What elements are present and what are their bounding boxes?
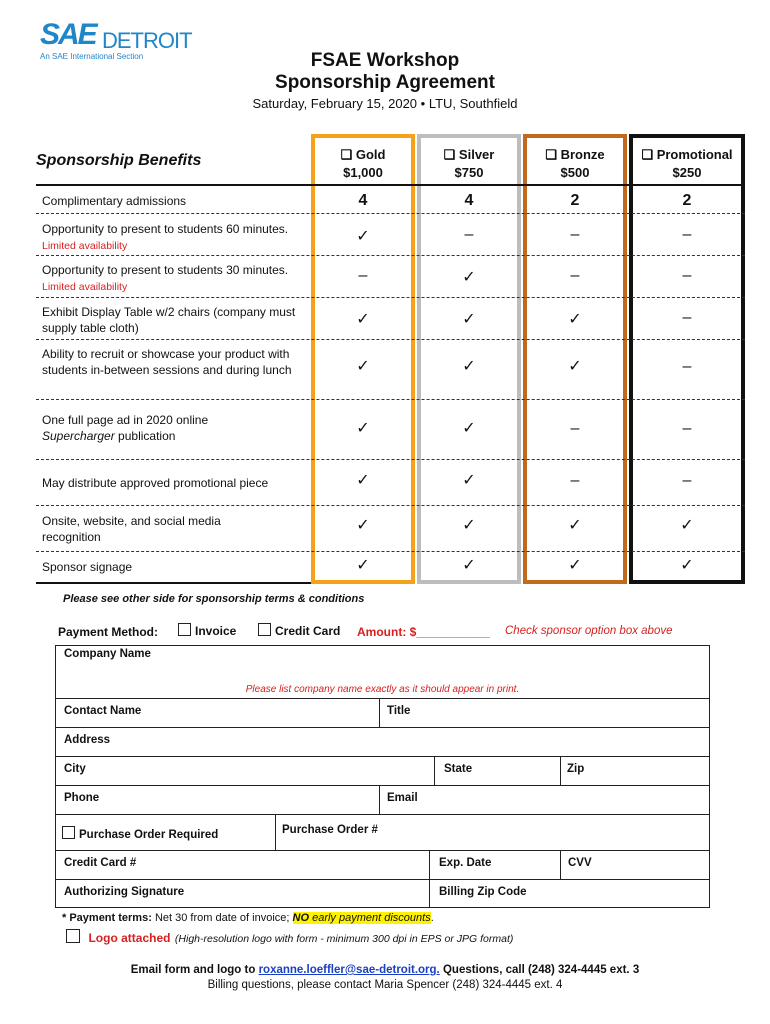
row-divider bbox=[36, 297, 745, 298]
benefit-row-label: Complimentary admissions bbox=[42, 194, 187, 208]
benefit-row-label: Ability to recruit or showcase your product with students in-between sessions and during lunch bbox=[42, 347, 292, 377]
row-7-promotional: ✓ bbox=[680, 517, 694, 534]
row-divider bbox=[36, 255, 745, 256]
po-required-option[interactable] bbox=[62, 826, 218, 841]
benefit-row-label bbox=[42, 262, 302, 295]
row-7-bronze: ✓ bbox=[568, 517, 582, 534]
row-divider bbox=[36, 339, 745, 340]
tier-bronze[interactable] bbox=[523, 146, 627, 182]
title-field[interactable]: Title bbox=[387, 705, 411, 717]
phone-field[interactable]: Phone bbox=[64, 792, 100, 804]
footer-email-prefix: Email form and logo to bbox=[130, 964, 256, 976]
invoice-option[interactable] bbox=[178, 623, 236, 638]
row-divider bbox=[36, 459, 745, 460]
row-4-bronze: ✓ bbox=[568, 358, 582, 375]
benefit-text: Opportunity to present to students 60 minutes. bbox=[42, 222, 289, 236]
row-divider bbox=[36, 213, 745, 214]
zip-field[interactable]: Zip bbox=[567, 763, 585, 775]
form-line bbox=[560, 756, 561, 785]
cvv-field[interactable]: CVV bbox=[568, 857, 592, 869]
row-3-promotional: – bbox=[682, 309, 692, 326]
row-4-gold: ✓ bbox=[356, 358, 370, 375]
row-0-silver: 4 bbox=[464, 192, 474, 209]
benefit-row-label: May distribute approved promotional piece bbox=[42, 476, 269, 490]
form-line bbox=[55, 727, 710, 728]
no-discount-highlight bbox=[293, 912, 431, 924]
credit-card-number-field[interactable]: Credit Card # bbox=[64, 857, 137, 869]
signature-field[interactable]: Authorizing Signature bbox=[64, 886, 185, 898]
footer-email-link[interactable]: roxanne.loeffler@sae-detroit.org. bbox=[258, 964, 440, 976]
terms-note: Please see other side for sponsorship terms & conditions bbox=[63, 593, 365, 605]
row-5-silver: ✓ bbox=[462, 420, 476, 437]
header-rule bbox=[36, 184, 745, 186]
row-divider bbox=[36, 505, 745, 506]
row-8-silver: ✓ bbox=[462, 557, 476, 574]
row-1-bronze: – bbox=[570, 226, 580, 243]
form-line bbox=[379, 785, 380, 814]
row-4-promotional: – bbox=[682, 358, 692, 375]
row-0-promotional: 2 bbox=[682, 192, 692, 209]
logo-subtitle: An SAE International Section bbox=[40, 52, 144, 61]
row-6-bronze: – bbox=[570, 472, 580, 489]
check-sponsor-note: Check sponsor option box above bbox=[505, 625, 673, 637]
limited-note: Limited availability bbox=[42, 281, 128, 293]
tier-bronze-price: $500 bbox=[560, 165, 590, 180]
sae-logo-mark: SAE bbox=[40, 18, 96, 51]
row-2-silver: ✓ bbox=[462, 269, 476, 286]
benefit-row-label: Sponsor signage bbox=[42, 560, 133, 574]
form-line bbox=[560, 850, 561, 879]
tier-bronze-name: ❏ Bronze bbox=[545, 147, 605, 162]
form-line bbox=[55, 850, 710, 851]
amount-field[interactable]: Amount: $___________ bbox=[357, 625, 490, 639]
benefit-text: Opportunity to present to students 30 minutes. bbox=[42, 263, 289, 277]
tier-gold[interactable] bbox=[311, 146, 415, 182]
row-divider bbox=[36, 551, 745, 552]
footer-questions: Questions, call (248) 324-4445 ext. 3 bbox=[442, 964, 640, 976]
city-field[interactable]: City bbox=[64, 763, 86, 775]
row-8-gold: ✓ bbox=[356, 557, 370, 574]
row-3-gold: ✓ bbox=[356, 311, 370, 328]
credit-card-option[interactable] bbox=[258, 623, 340, 638]
row-1-promotional: – bbox=[682, 226, 692, 243]
company-name-hint: Please list company name exactly as it should appear in print. bbox=[245, 684, 520, 695]
page-title-line1: FSAE Workshop bbox=[310, 50, 460, 71]
form-line bbox=[55, 785, 710, 786]
row-2-bronze: – bbox=[570, 267, 580, 284]
row-5-promotional: – bbox=[682, 420, 692, 437]
state-field[interactable]: State bbox=[444, 763, 473, 775]
form-line bbox=[379, 698, 380, 727]
tier-promotional[interactable] bbox=[629, 146, 745, 182]
row-divider bbox=[36, 399, 745, 400]
row-3-silver: ✓ bbox=[462, 311, 476, 328]
payment-terms-text: Net 30 from date of invoice; bbox=[154, 912, 290, 924]
detroit-logo-word: DETROIT bbox=[102, 28, 192, 53]
row-7-gold: ✓ bbox=[356, 517, 370, 534]
credit-card-label: Credit Card bbox=[275, 624, 341, 638]
po-required-label: Purchase Order Required bbox=[79, 829, 219, 841]
row-2-gold: – bbox=[358, 267, 368, 284]
row-0-gold: 4 bbox=[358, 192, 368, 209]
row-8-bronze: ✓ bbox=[568, 557, 582, 574]
tier-gold-price: $1,000 bbox=[343, 165, 383, 180]
row-6-silver: ✓ bbox=[462, 472, 476, 489]
form-line bbox=[429, 850, 430, 908]
logo-attached-note: (High-resolution logo with form - minimum 300 dpi in EPS or JPG format) bbox=[174, 933, 514, 945]
tier-silver[interactable] bbox=[417, 146, 521, 182]
row-4-silver: ✓ bbox=[462, 358, 476, 375]
form-line bbox=[55, 879, 710, 880]
po-number-field[interactable]: Purchase Order # bbox=[282, 824, 378, 836]
tier-silver-name: ❏ Silver bbox=[443, 147, 495, 162]
invoice-checkbox[interactable] bbox=[178, 623, 191, 636]
row-1-silver: – bbox=[464, 226, 474, 243]
tier-silver-price: $750 bbox=[454, 165, 484, 180]
po-required-checkbox[interactable] bbox=[62, 826, 75, 839]
footer-contact bbox=[0, 964, 770, 976]
publication-name: Supercharger bbox=[42, 429, 115, 443]
row-3-bronze: ✓ bbox=[568, 311, 582, 328]
limited-note: Limited availability bbox=[42, 240, 128, 252]
invoice-label: Invoice bbox=[195, 624, 237, 638]
row-6-promotional: – bbox=[682, 472, 692, 489]
footer-billing: Billing questions, please contact Maria Spencer (248) 324-4445 ext. 4 bbox=[207, 979, 563, 991]
no-discount-text: early payment discounts bbox=[312, 912, 431, 924]
billing-zip-field[interactable]: Billing Zip Code bbox=[439, 886, 527, 898]
form-line bbox=[55, 814, 710, 815]
benefit-row-label bbox=[42, 221, 302, 254]
logo-attached-option[interactable] bbox=[66, 929, 513, 947]
address-field[interactable]: Address bbox=[64, 734, 111, 746]
tier-promotional-name: ❏ Promotional bbox=[641, 147, 733, 162]
tier-gold-name: ❏ Gold bbox=[340, 147, 386, 162]
table-bottom-rule bbox=[36, 582, 311, 584]
row-5-bronze: – bbox=[570, 420, 580, 437]
row-1-gold: ✓ bbox=[356, 228, 370, 245]
row-5-gold: ✓ bbox=[356, 420, 370, 437]
row-8-promotional: ✓ bbox=[680, 557, 694, 574]
contact-name-field[interactable]: Contact Name bbox=[64, 705, 142, 717]
email-field[interactable]: Email bbox=[387, 792, 418, 804]
credit-card-checkbox[interactable] bbox=[258, 623, 271, 636]
payment-terms-label: * Payment terms: bbox=[62, 912, 152, 924]
payment-method-label: Payment Method: bbox=[58, 625, 159, 639]
no-word: NO bbox=[292, 912, 310, 924]
benefit-row-label bbox=[42, 412, 242, 444]
form-line bbox=[275, 814, 276, 850]
event-subtitle: Saturday, February 15, 2020 • LTU, Southfield bbox=[252, 96, 518, 111]
benefit-row-label: Onsite, website, and social media recognition bbox=[42, 514, 221, 544]
payment-terms: * Payment terms: Net 30 from date of invoice; NO early payment discounts. bbox=[62, 912, 434, 924]
row-7-silver: ✓ bbox=[462, 517, 476, 534]
benefit-text: One full page ad in 2020 online bbox=[42, 413, 209, 427]
logo-attached-label: Logo attached bbox=[88, 931, 171, 945]
row-2-promotional: – bbox=[682, 267, 692, 284]
row-0-bronze: 2 bbox=[570, 192, 580, 209]
form-line bbox=[55, 756, 710, 757]
benefit-row-label: Exhibit Display Table w/2 chairs (company must supply table cloth) bbox=[42, 305, 296, 335]
exp-date-field[interactable]: Exp. Date bbox=[439, 857, 492, 869]
page-title-line2: Sponsorship Agreement bbox=[275, 72, 495, 93]
benefits-heading: Sponsorship Benefits bbox=[36, 152, 202, 169]
form-line bbox=[434, 756, 435, 785]
tier-promotional-price: $250 bbox=[672, 165, 702, 180]
benefit-text-end: publication bbox=[114, 429, 176, 443]
form-line bbox=[55, 698, 710, 699]
logo-attached-checkbox[interactable] bbox=[66, 929, 80, 943]
company-name-field[interactable]: Company Name bbox=[64, 648, 151, 660]
row-6-gold: ✓ bbox=[356, 472, 370, 489]
